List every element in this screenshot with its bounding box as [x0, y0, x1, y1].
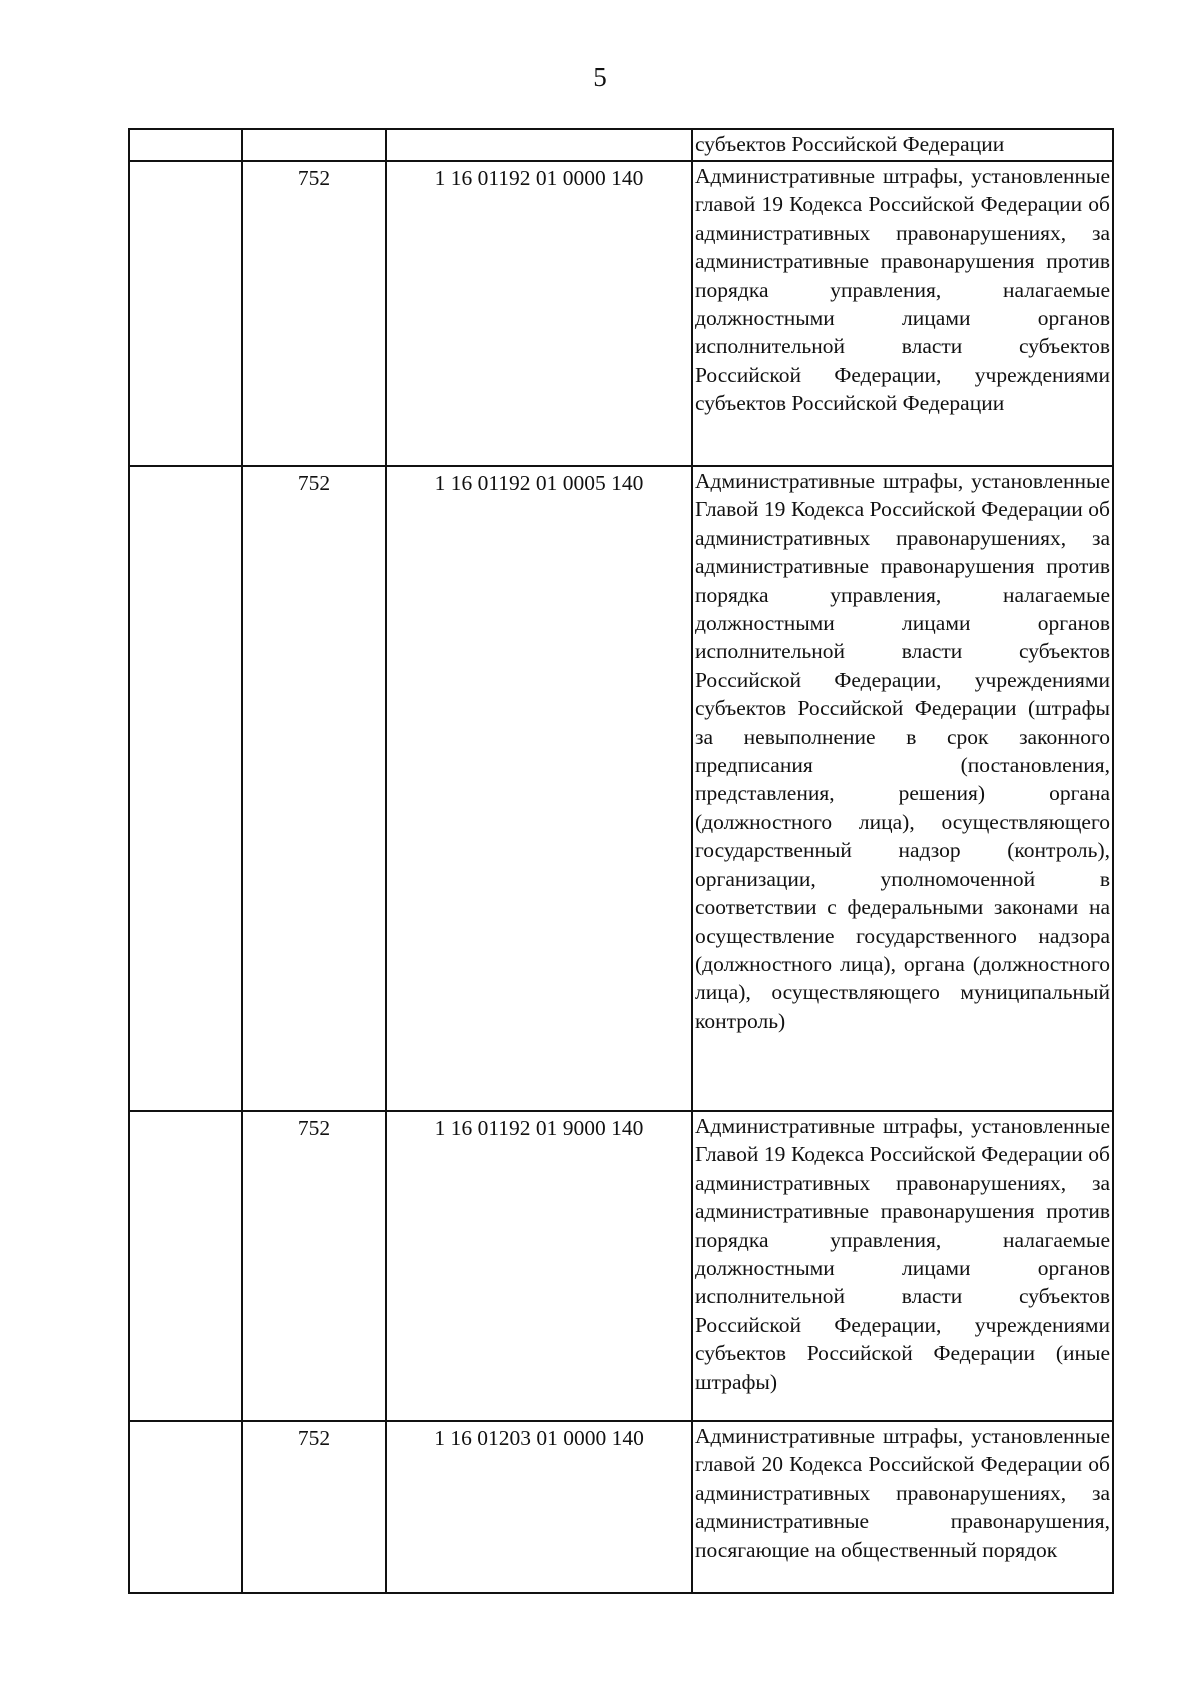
kbk-code: 1 16 01203 01 0000 140 [386, 1421, 692, 1593]
table-row [129, 1421, 1113, 1593]
empty-cell [242, 129, 386, 161]
budget-classification-table [128, 128, 1114, 1594]
admin-code: 752 [242, 1421, 386, 1593]
continuation-row [129, 129, 1113, 161]
description: Административные штрафы, установленные главой 20 Кодекса Российской Федерации об административных правонарушениях, за административные правонарушения, посягающие на общественный порядок [692, 1421, 1113, 1593]
page-number: 5 [593, 62, 607, 92]
empty-cell [129, 1421, 242, 1593]
empty-cell [386, 129, 692, 161]
admin-code: 752 [242, 466, 386, 1111]
description: Административные штрафы, установленные Главой 19 Кодекса Российской Федерации об административных правонарушениях, за административные правонарушения против порядка управления, налагаемые должностными лицами органов исполнительной власти субъектов Российской Федерации, учреждениями субъектов Российской Федерации (штрафы за невыполнение в срок законного предписания (постановления, представления, решения) органа (должностного лица), осуществляющего государственный надзор (контроль), организации, уполномоченной в соответствии с федеральными законами на осуществление государственного надзора (должностного лица), органа (должностного лица), осуществляющего муниципальный контроль) [692, 466, 1113, 1111]
admin-code: 752 [242, 161, 386, 466]
table-row [129, 1111, 1113, 1421]
empty-cell [129, 466, 242, 1111]
empty-cell [129, 1111, 242, 1421]
empty-cell [129, 161, 242, 466]
continuation-text: субъектов Российской Федерации [692, 129, 1113, 161]
description: Административные штрафы, установленные Главой 19 Кодекса Российской Федерации об административных правонарушениях, за административные правонарушения против порядка управления, налагаемые должностными лицами органов исполнительной власти субъектов Российской Федерации, учреждениями субъектов Российской Федерации (иные штрафы) [692, 1111, 1113, 1421]
empty-cell [129, 129, 242, 161]
kbk-code: 1 16 01192 01 0000 140 [386, 161, 692, 466]
kbk-code: 1 16 01192 01 0005 140 [386, 466, 692, 1111]
table-row [129, 161, 1113, 466]
admin-code: 752 [242, 1111, 386, 1421]
kbk-code: 1 16 01192 01 9000 140 [386, 1111, 692, 1421]
description: Административные штрафы, установленные главой 19 Кодекса Российской Федерации об административных правонарушениях, за административные правонарушения против порядка управления, налагаемые должностными лицами органов исполнительной власти субъектов Российской Федерации, учреждениями субъектов Российской Федерации [692, 161, 1113, 466]
table-row [129, 466, 1113, 1111]
